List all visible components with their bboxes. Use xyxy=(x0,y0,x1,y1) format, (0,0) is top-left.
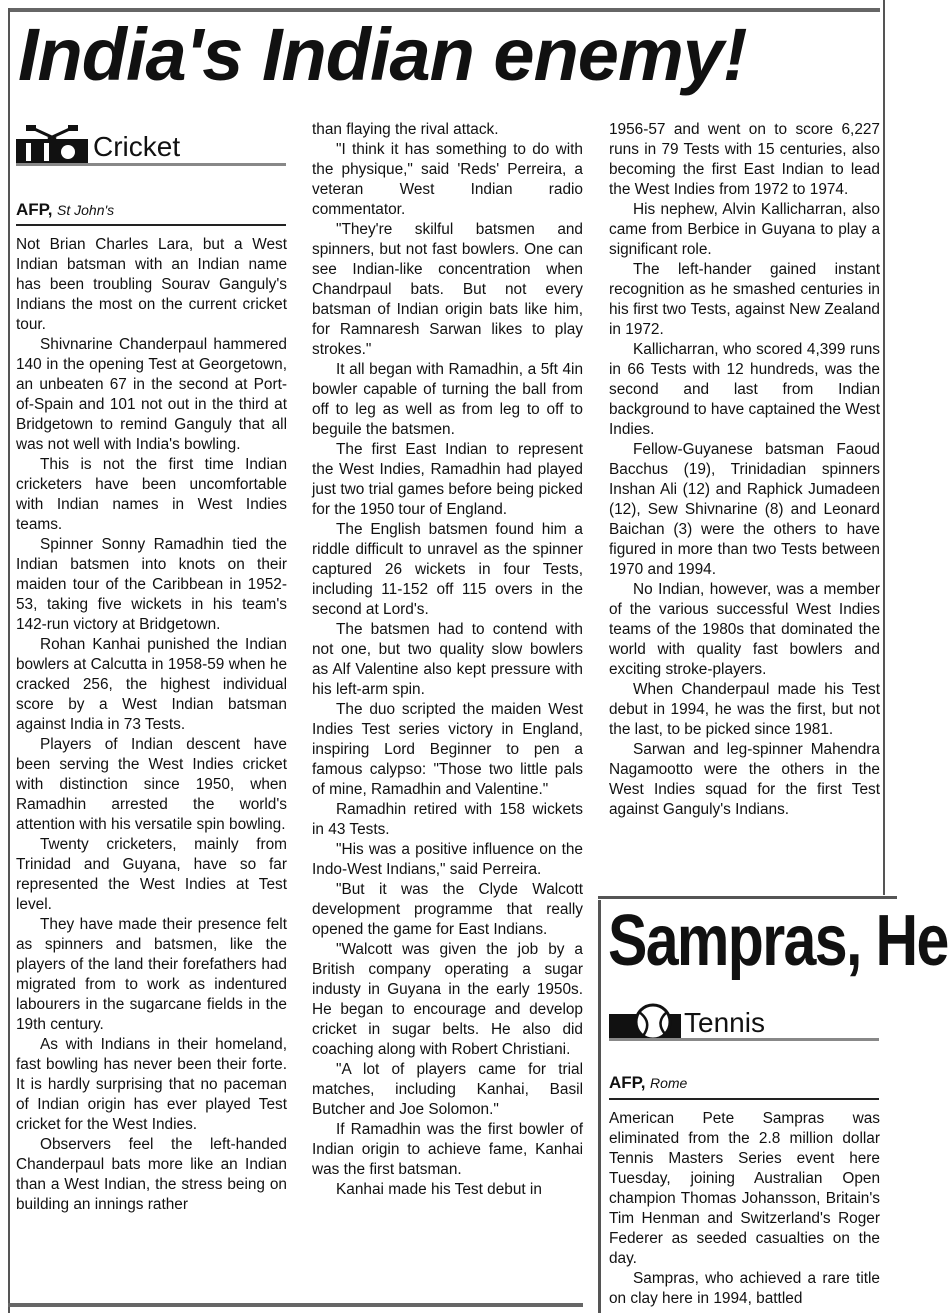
paragraph: "His was a positive influence on the Indo-West Indians," said Perreira. xyxy=(312,841,583,878)
left-border xyxy=(8,8,10,1313)
top-rule xyxy=(8,8,880,12)
story2-column xyxy=(609,1109,880,1309)
paragraph: Players of Indian descent have been serving the West Indies cricket with distinction since 1950, when Ramadhin arrested the world's attention with his versatile spin bowling. xyxy=(16,736,287,833)
byline-rule xyxy=(609,1098,879,1100)
paragraph: The English batsmen found him a riddle difficult to unravel as the spinner captured 26 wickets in four Tests, including 11-152 off 115 overs in the second at Lord's. xyxy=(312,521,583,618)
section-rule xyxy=(16,163,286,166)
right-border xyxy=(883,0,885,895)
byline xyxy=(16,200,114,220)
tennis-ball-icon xyxy=(609,1000,681,1040)
paragraph: They have made their presence felt as spinners and batsmen, like the players of the land their forefathers had migrated from to work as indentured labourers in the sugarcane fields in the 19th century. xyxy=(16,916,287,1033)
cricket-bat-icon xyxy=(16,125,88,165)
paragraph: Kallicharran, who scored 4,399 runs in 66 Tests with 12 hundreds, was the second and last from Indian background to have captained the West Indies. xyxy=(609,341,880,438)
story2-headline: Sampras, He xyxy=(608,901,948,981)
paragraph: Shivnarine Chanderpaul hammered 140 in the opening Test at Georgetown, an unbeaten 67 in the second at Port-of-Spain and 101 not out in the third at Bridgetown to remind Ganguly that all was not well with India's bowling. xyxy=(16,336,287,453)
paragraph: than flaying the rival attack. xyxy=(312,121,499,138)
bottom-rule xyxy=(8,1303,583,1307)
headline: India's Indian enemy! xyxy=(18,13,747,96)
paragraph: American Pete Sampras was eliminated from the 2.8 million dollar Tennis Masters Series event here Tuesday, joining Australian Open champion Thomas Johansson, Britain's Tim Henman and Switzerland's Roger Federer as seeded casualties on the day. xyxy=(609,1110,880,1267)
paragraph: It all began with Ramadhin, a 5ft 4in bowler capable of turning the ball from off to leg as well as from leg to off to beguile the batsmen. xyxy=(312,361,583,438)
paragraph: "Walcott was given the job by a British company operating a sugar industy in Guyana in the early 1950s. He began to encourage and develop cricket in sugar belts. He also did coaching along with Robert Christiani. xyxy=(312,941,583,1058)
paragraph: "But it was the Clyde Walcott development programme that really opened the game for East Indians. xyxy=(312,881,583,938)
paragraph: The left-hander gained instant recognition as he smashed centuries in his first two Tests, against New Zealand in 1972. xyxy=(609,261,880,338)
paragraph: The duo scripted the maiden West Indies Test series victory in England, inspiring Lord Beginner to pen a famous calypso: "Those two little pals of mine, Ramadhin and Valentine." xyxy=(312,701,583,798)
section-rule xyxy=(609,1038,879,1041)
byline-rule xyxy=(16,224,286,226)
paragraph: Sarwan and leg-spinner Mahendra Nagamootto were the others in the West Indies squad for the first Test against Ganguly's Indians. xyxy=(609,741,880,818)
paragraph: Spinner Sonny Ramadhin tied the Indian batsmen into knots on their maiden tour of the Caribbean in 1952-53, taking five wickets in his team's 142-run victory at Bridgetown. xyxy=(16,536,287,633)
paragraph: Twenty cricketers, mainly from Trinidad and Guyana, have so far represented the West Indies at Test level. xyxy=(16,836,287,913)
paragraph: No Indian, however, was a member of the various successful West Indies teams of the 1980s that dominated the world with quality fast bowlers and exciting stroke-players. xyxy=(609,581,880,678)
paragraph: Sampras, who achieved a rare title on clay here in 1994, battled xyxy=(609,1270,880,1307)
paragraph: 1956-57 and went on to score 6,227 runs in 79 Tests with 15 centuries, also becoming the first East Indian to lead the West Indies from 1972 to 1974. xyxy=(609,121,880,198)
paragraph: "They're skilful batsmen and spinners, but not fast bowlers. One can see Indian-like concentration when Chandrpaul bats. But not every batsman of Indian origin bats like him, for Ramnaresh Sarwan likes to play strokes." xyxy=(312,221,583,358)
story-divider-vertical xyxy=(598,900,601,1313)
paragraph: The batsmen had to contend with not one, but two quality slow bowlers as Alf Valentine also kept pressure with his left-arm spin. xyxy=(312,621,583,698)
paragraph: As with Indians in their homeland, fast bowling has never been their forte. It is hardly surprising that no paceman of Indian origin has ever played Test cricket for the West Indies. xyxy=(16,1036,287,1133)
paragraph: This is not the first time Indian cricketers have been uncomfortable with Indian names in West Indies teams. xyxy=(16,456,287,533)
story2-byline xyxy=(609,1073,687,1093)
paragraph: Kanhai made his Test debut in xyxy=(336,1181,542,1198)
byline-agency: AFP, xyxy=(609,1073,646,1092)
paragraph: The first East Indian to represent the West Indies, Ramadhin had played just two trial games before being picked for the 1950 tour of England. xyxy=(312,441,583,518)
paragraph: Observers feel the left-handed Chanderpaul bats more like an Indian than a West Indian, the stress being on building an innings rather xyxy=(16,1136,287,1213)
section-label-cricket: Cricket xyxy=(93,131,181,162)
article-column-2 xyxy=(312,120,583,1200)
article-column-3 xyxy=(609,120,880,820)
paragraph: "A lot of players came for trial matches, including Kanhai, Basil Butcher and Joe Solomon." xyxy=(312,1061,583,1118)
byline-location: St John's xyxy=(57,202,115,218)
paragraph: "I think it has something to do with the physique," said 'Reds' Perreira, a veteran West Indian radio commentator. xyxy=(312,141,583,218)
paragraph: Rohan Kanhai punished the Indian bowlers at Calcutta in 1958-59 when he cracked 256, the highest individual score by a West Indian batsman against India in 73 Tests. xyxy=(16,636,287,733)
article-column-1 xyxy=(16,235,287,1215)
story-divider-horizontal xyxy=(598,896,897,899)
paragraph: When Chanderpaul made his Test debut in 1994, he was the first, but not the last, to be picked since 1981. xyxy=(609,681,880,738)
paragraph: Ramadhin retired with 158 wickets in 43 Tests. xyxy=(312,801,583,838)
paragraph: If Ramadhin was the first bowler of Indian origin to achieve fame, Kanhai was the first batsman. xyxy=(312,1121,583,1178)
paragraph: Not Brian Charles Lara, but a West Indian batsman with an Indian name has been troubling Sourav Ganguly's Indians the most on the current cricket tour. xyxy=(16,236,287,333)
paragraph: Fellow-Guyanese batsman Faoud Bacchus (19), Trinidadian spinners Inshan Ali (12) and Raphick Jumadeen (12), Sew Shivnarine (8) and Leonard Baichan (3) were the others to have figured in more than two Tests between 1970 and 1994. xyxy=(609,441,880,578)
byline-agency: AFP, xyxy=(16,200,53,219)
paragraph: His nephew, Alvin Kallicharran, also came from Berbice in Guyana to play a significant role. xyxy=(609,201,880,258)
byline-location: Rome xyxy=(650,1075,688,1091)
section-label-tennis: Tennis xyxy=(684,1007,765,1038)
